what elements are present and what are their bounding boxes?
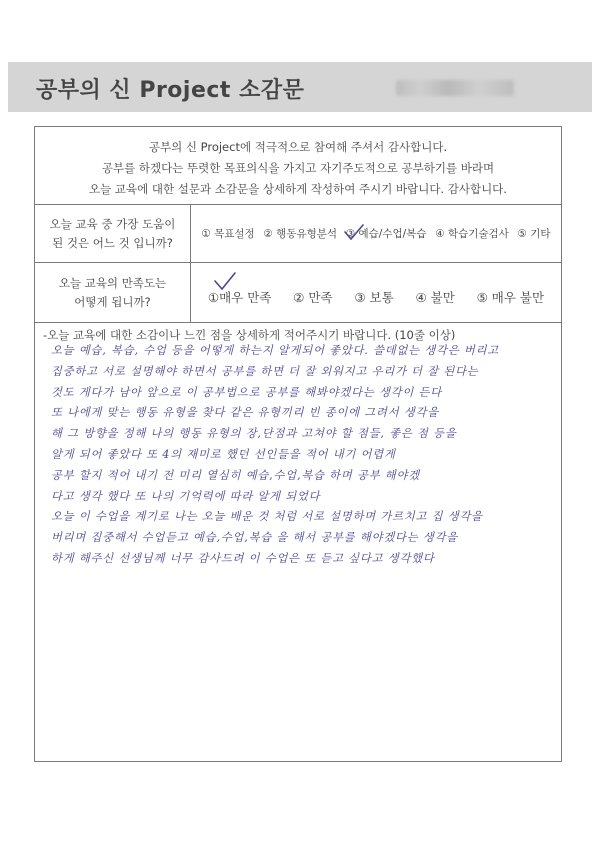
question-label bbox=[35, 205, 191, 262]
option-very-dissatisfied[interactable]: ⑤ 매우 불만 bbox=[476, 289, 545, 305]
question-text: 어떻게 됩니까? bbox=[74, 294, 151, 309]
handwritten-line: 또 나에게 맞는 행동 유형을 찾다 같은 유형끼리 빈 종이에 그려서 생각을 bbox=[51, 406, 439, 420]
page-title: 공부의 신 Project 소감문 bbox=[36, 78, 305, 103]
question-text: 오늘 교육의 만족도는 bbox=[58, 275, 167, 290]
option-behavior-analysis[interactable]: ② 행동유형분석 bbox=[263, 228, 338, 240]
survey-form bbox=[34, 126, 562, 762]
intro-box bbox=[35, 127, 561, 205]
intro-line: 오늘 교육에 대한 설문과 소감문을 상세하게 작성하여 주시기 바랍니다. 감사합니다. bbox=[89, 182, 507, 196]
handwritten-line: 오늘 예습, 복습, 수업 등을 어떻게 하는지 알게되어 좋았다. 쓸데없는 생각은 버리고 bbox=[51, 344, 499, 357]
option-preview-class-review[interactable]: ③ 예습/수업/복습 bbox=[345, 228, 427, 240]
option-goal-setting[interactable]: ① 목표설정 bbox=[201, 228, 255, 240]
option-neutral[interactable]: ③ 보통 bbox=[354, 289, 394, 305]
handwritten-line: 버리며 집중해서 수업듣고 예습,수업,복습 을 해서 공부를 해야겠다는 생각을 bbox=[51, 531, 459, 545]
intro-line: 공부를 하겠다는 뚜렷한 목표의식을 가지고 자기주도적으로 공부하기를 바라며 bbox=[101, 161, 495, 175]
handwritten-line: 알게 되어 좋았다 또 4의 재미로 했던 선인들을 적어 내기 어렵게 bbox=[51, 447, 396, 461]
question-most-helpful bbox=[35, 205, 561, 263]
handwritten-line: 하게 해주신 선생님께 너무 감사드려 이 수업은 또 듣고 싶다고 생각했다 bbox=[51, 551, 435, 565]
option-study-skills-test[interactable]: ④ 학습기술검사 bbox=[435, 228, 509, 240]
question-label bbox=[35, 263, 191, 322]
handwritten-line: 오늘 이 수업을 계기로 나는 오늘 배운 것 처럼 서로 설명하며 가르치고 집 생각을 bbox=[51, 510, 483, 524]
handwritten-line: 것도 게다가 남아 앞으로 이 공부법으로 공부를 해봐야겠다는 생각이 든다 bbox=[51, 385, 442, 399]
option-very-satisfied[interactable]: ①매우 만족 bbox=[207, 289, 272, 305]
question-text: 오늘 교육 중 가장 도움이 bbox=[49, 216, 176, 231]
handwritten-line: 다고 생각 했다 또 나의 기억력에 따라 알게 되었다 bbox=[51, 489, 321, 503]
response-instruction: -오늘 교육에 대한 소감이나 느낀 점을 상세하게 적어주시기 바랍니다. (10줄 이상) bbox=[43, 328, 456, 342]
option-list bbox=[191, 205, 561, 262]
question-satisfaction bbox=[35, 263, 561, 323]
title-banner bbox=[8, 62, 592, 112]
option-satisfied[interactable]: ② 만족 bbox=[293, 289, 333, 305]
option-other[interactable]: ⑤ 기타 bbox=[517, 228, 551, 240]
handwritten-response bbox=[51, 341, 555, 570]
handwritten-line: 해 그 방향을 정해 나의 행동 유형의 장,단점과 고쳐야 할 점들, 좋은 점 등을 bbox=[51, 427, 457, 441]
question-text: 된 것은 어느 것 입니까? bbox=[52, 235, 173, 250]
option-dissatisfied[interactable]: ④ 불만 bbox=[415, 289, 455, 305]
option-list bbox=[191, 263, 561, 322]
handwritten-line: 공부 할지 적어 내기 전 미리 열심히 예습,수업,복습 하며 공부 해야겠 bbox=[51, 468, 420, 482]
redacted-name-area bbox=[396, 80, 514, 96]
handwritten-line: 집중하고 서로 설명해야 하면서 공부를 하면 더 잘 외워지고 우리가 더 잘 된다는 bbox=[51, 364, 479, 378]
intro-line: 공부의 신 Project에 적극적으로 참여해 주셔서 감사합니다. bbox=[148, 140, 448, 154]
